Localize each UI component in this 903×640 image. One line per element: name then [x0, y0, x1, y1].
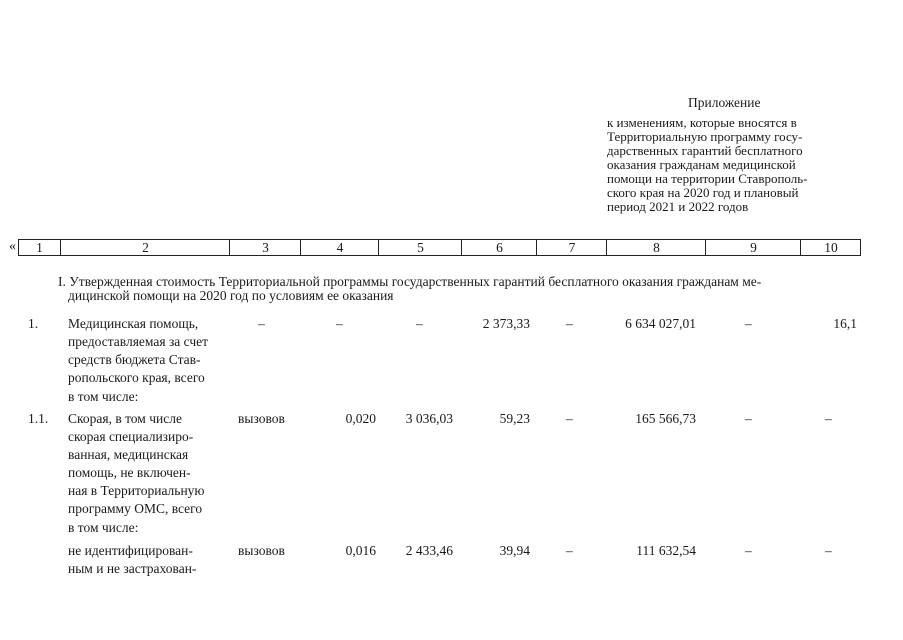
- column-number: 6: [461, 240, 537, 255]
- appendix-line: ского края на 2020 год и плановый: [607, 185, 799, 200]
- cell-per-capita-oms: –: [566, 411, 573, 426]
- row-name-line: не идентифицирован-: [68, 543, 193, 558]
- cell-unit: –: [258, 316, 265, 331]
- column-number: 3: [229, 240, 301, 255]
- cell-cost: –: [416, 316, 423, 331]
- appendix-title: Приложение: [688, 95, 761, 110]
- row-name-line: Медицинская помощь,: [68, 316, 199, 331]
- appendix-line: дарственных гарантий бесплатного: [607, 143, 803, 158]
- appendix-reference: [607, 116, 862, 214]
- cell-percent: –: [825, 543, 832, 558]
- column-number: 8: [606, 240, 706, 255]
- column-number: 9: [705, 240, 801, 255]
- cell-volume: –: [336, 316, 343, 331]
- cell-total-budget: 6 634 027,01: [625, 316, 696, 331]
- row-name-line: Скорая, в том числе: [68, 411, 182, 426]
- row-name-line: средств бюджета Став-: [68, 352, 201, 367]
- row-number: 1.: [28, 316, 39, 331]
- cell-per-capita-budget: 2 373,33: [482, 316, 530, 331]
- appendix-line: к изменениям, которые вносятся в: [607, 115, 797, 130]
- cell-volume: 0,020: [345, 411, 376, 426]
- column-number: 7: [536, 240, 607, 255]
- section-title-line: I. Утвержденная стоимость Территориальной программы государственных гарантий бесплатного оказания гражданам ме-: [58, 274, 762, 289]
- cell-volume: 0,016: [345, 543, 376, 558]
- cell-percent: –: [825, 411, 832, 426]
- cell-total-oms: –: [745, 316, 752, 331]
- cell-unit: вызовов: [238, 543, 285, 558]
- row-name-line: предоставляемая за счет: [68, 334, 209, 349]
- cell-total-oms: –: [745, 543, 752, 558]
- appendix-line: оказания гражданам медицинской: [607, 157, 796, 172]
- column-number: 2: [60, 240, 230, 255]
- column-number: 4: [300, 240, 379, 255]
- appendix-line: помощи на территории Ставрополь-: [607, 171, 808, 186]
- section-title: [58, 275, 853, 303]
- cell-cost: 3 036,03: [405, 411, 453, 426]
- cell-percent: 16,1: [833, 316, 857, 331]
- row-name: [68, 410, 226, 518]
- open-quote-mark: «: [9, 239, 16, 254]
- row-note: в том числе:: [68, 389, 139, 404]
- column-number: 10: [800, 240, 861, 255]
- row-name: [68, 315, 226, 387]
- cell-total-oms: –: [745, 411, 752, 426]
- row-name-line: программу ОМС, всего: [68, 501, 203, 516]
- row-name-line: скорая специализиро-: [68, 429, 194, 444]
- row-name-line: ропольского края, всего: [68, 370, 205, 385]
- cell-per-capita-budget: 39,94: [499, 543, 530, 558]
- cell-total-budget: 165 566,73: [635, 411, 696, 426]
- appendix-line: период 2021 и 2022 годов: [607, 199, 749, 214]
- cell-per-capita-budget: 59,23: [499, 411, 530, 426]
- column-number: 5: [378, 240, 462, 255]
- row-name-line: ванная, медицинская: [68, 447, 189, 462]
- cell-per-capita-oms: –: [566, 543, 573, 558]
- column-number-header: [18, 239, 861, 256]
- row-note: в том числе:: [68, 520, 139, 535]
- appendix-line: Территориальную программу госу-: [607, 129, 803, 144]
- row-number: 1.1.: [28, 411, 49, 426]
- cell-per-capita-oms: –: [566, 316, 573, 331]
- cell-cost: 2 433,46: [405, 543, 453, 558]
- row-name-line: помощь, не включен-: [68, 465, 191, 480]
- row-name: [68, 542, 226, 578]
- row-name-line: ная в Территориальную: [68, 483, 205, 498]
- cell-unit: вызовов: [238, 411, 285, 426]
- column-number: 1: [36, 240, 43, 255]
- section-title-line: дицинской помощи на 2020 год по условиям ее оказания: [68, 288, 394, 303]
- row-name-line: ным и не застрахован-: [68, 561, 197, 576]
- cell-total-budget: 111 632,54: [636, 543, 696, 558]
